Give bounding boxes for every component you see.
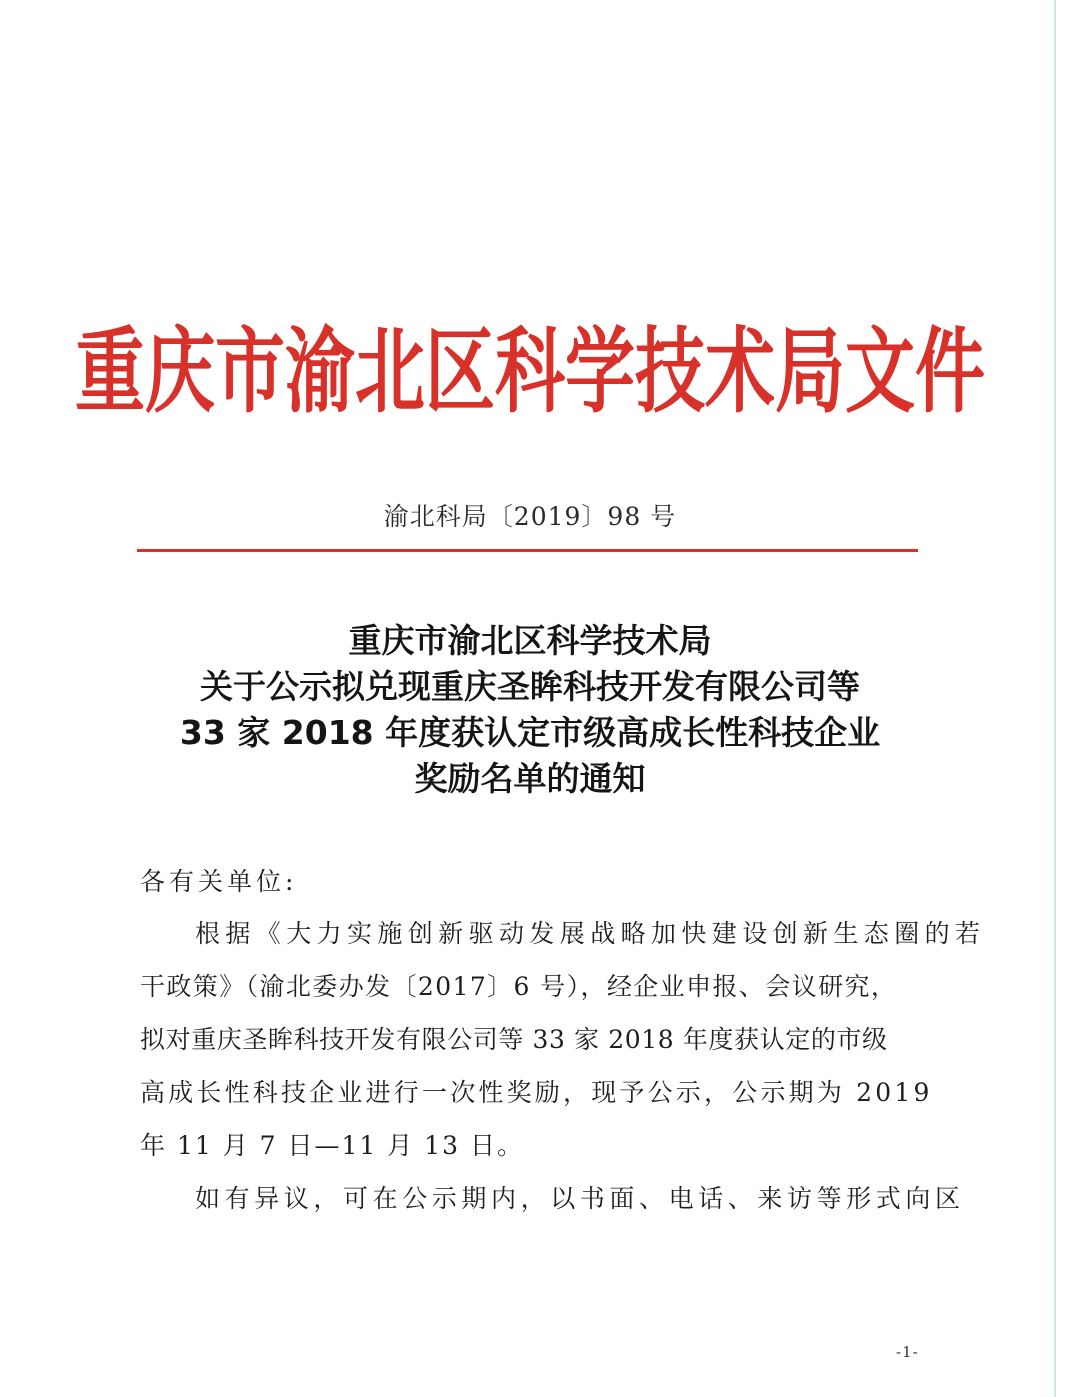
issuer-header: 重庆市渝北区科学技术局文件: [75, 316, 985, 427]
title-line-2: 关于公示拟兑现重庆圣眸科技开发有限公司等: [200, 667, 860, 706]
notice-title: [0, 618, 1060, 802]
body-line-2: 干政策》（渝北委办发〔2017〕6 号），经企业申报、会议研究，: [140, 972, 898, 1001]
salutation: 各有关单位:: [140, 867, 298, 896]
red-divider: [137, 549, 918, 552]
title-line-3: 33 家 2018 年度获认定市级高成长性科技企业: [179, 713, 881, 752]
title-line-1: 重庆市渝北区科学技术局: [348, 621, 712, 660]
body-line-6: 如有异议，可在公示期内，以书面、电话、来访等形式向区: [195, 1184, 965, 1213]
body-line-5: 年 11 月 7 日—11 月 13 日。: [140, 1131, 524, 1160]
body-line-4: 高成长性科技企业进行一次性奖励，现予公示，公示期为 2019: [140, 1078, 933, 1107]
page-number: -1-: [896, 1343, 919, 1361]
body-line-1: 根据《大力实施创新驱动发展战略加快建设创新生态圈的若: [195, 919, 986, 948]
body-line-3: 拟对重庆圣眸科技开发有限公司等 33 家 2018 年度获认定的市级: [140, 1025, 888, 1054]
document-number: 渝北科局〔2019〕98 号: [383, 502, 677, 531]
title-line-4: 奖励名单的通知: [414, 759, 646, 798]
